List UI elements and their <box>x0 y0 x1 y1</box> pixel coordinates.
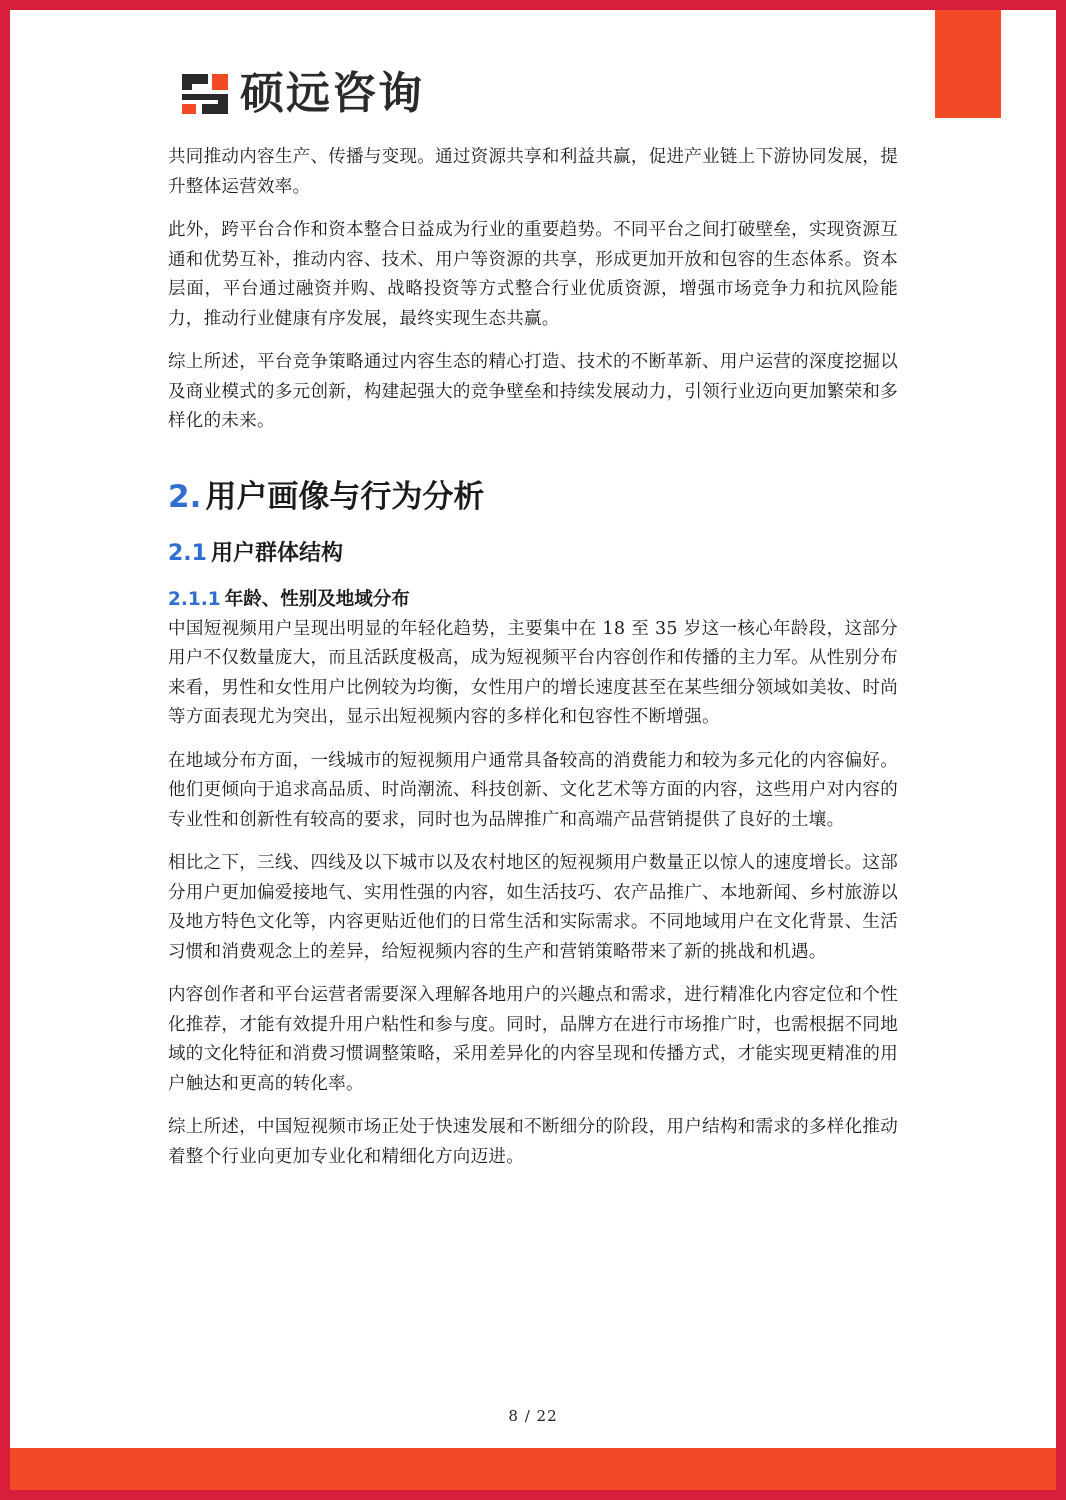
subsection-heading <box>168 539 898 569</box>
current-page: 8 <box>508 1407 519 1425</box>
total-pages: 22 <box>536 1407 558 1425</box>
section-number: 2. <box>168 478 202 515</box>
subsection-number: 2.1 <box>168 540 207 566</box>
paragraph: 此外，跨平台合作和资本整合日益成为行业的重要趋势。不同平台之间打破壁垒，实现资源互通和优势互补，推动内容、技术、用户等资源的共享，形成更加开放和包容的生态体系。资本层面，平台通过融资并购、战略投资等方式整合行业优质资源，增强市场竞争力和抗风险能力，推动行业健康有序发展，最终实现生态共赢。 <box>168 220 898 329</box>
paragraph: 综上所述，中国短视频市场正处于快速发展和不断细分的阶段，用户结构和需求的多样化推动着整个行业向更加专业化和精细化方向迈进。 <box>168 1117 898 1167</box>
corner-accent-tab <box>935 10 1001 118</box>
paragraph: 共同推动内容生产、传播与变现。通过资源共享和利益共赢，促进产业链上下游协同发展，提升整体运营效率。 <box>168 147 898 197</box>
paragraph: 中国短视频用户呈现出明显的年轻化趋势，主要集中在 18 至 35 岁这一核心年龄段，这部分用户不仅数量庞大，而且活跃度极高，成为短视频平台内容创作和传播的主力军。从性别分布来看，男性和女性用户比例较为均衡，女性用户的增长速度甚至在某些细分领域如美妆、时尚等方面表现尤为突出，显示出短视频内容的多样化和包容性不断增强。 <box>168 618 898 727</box>
paragraph: 在地域分布方面，一线城市的短视频用户通常具备较高的消费能力和较为多元化的内容偏好。他们更倾向于追求高品质、时尚潮流、科技创新、文化艺术等方面的内容，这些用户对内容的专业性和创新性有较高的要求，同时也为品牌推广和高端产品营销提供了良好的土壤。 <box>168 750 898 830</box>
paragraph: 相比之下，三线、四线及以下城市以及农村地区的短视频用户数量正以惊人的速度增长。这部分用户更加偏爱接地气、实用性强的内容，如生活技巧、农产品推广、本地新闻、乡村旅游以及地方特色文化等，内容更贴近他们的日常生活和实际需求。不同地域用户在文化背景、生活习惯和消费观念上的差异，给短视频内容的生产和营销策略带来了新的挑战和机遇。 <box>168 853 898 962</box>
brand-name: 硕远咨询 <box>240 68 424 119</box>
header-logo <box>178 68 424 120</box>
document-body <box>168 143 898 1186</box>
subsection-title: 用户群体结构 <box>210 540 343 566</box>
bottom-accent-bar <box>10 1448 1056 1490</box>
subsubsection-number: 2.1.1 <box>168 588 221 610</box>
subsubsection-heading <box>168 587 898 613</box>
page-separator: / <box>524 1407 531 1425</box>
section-heading <box>168 477 898 517</box>
brand-logo-icon <box>178 70 232 118</box>
subsubsection-title: 年龄、性别及地域分布 <box>224 588 410 610</box>
page-number <box>0 1407 1066 1425</box>
paragraph: 综上所述，平台竞争策略通过内容生态的精心打造、技术的不断革新、用户运营的深度挖掘以及商业模式的多元创新，构建起强大的竞争壁垒和持续发展动力，引领行业迈向更加繁荣和多样化的未来。 <box>168 352 898 431</box>
paragraph: 内容创作者和平台运营者需要深入理解各地用户的兴趣点和需求，进行精准化内容定位和个性化推荐，才能有效提升用户粘性和参与度。同时，品牌方在进行市场推广时，也需根据不同地域的文化特征和消费习惯调整策略，采用差异化的内容呈现和传播方式，才能实现更精准的用户触达和更高的转化率。 <box>168 985 898 1094</box>
section-title: 用户画像与行为分析 <box>205 478 485 515</box>
